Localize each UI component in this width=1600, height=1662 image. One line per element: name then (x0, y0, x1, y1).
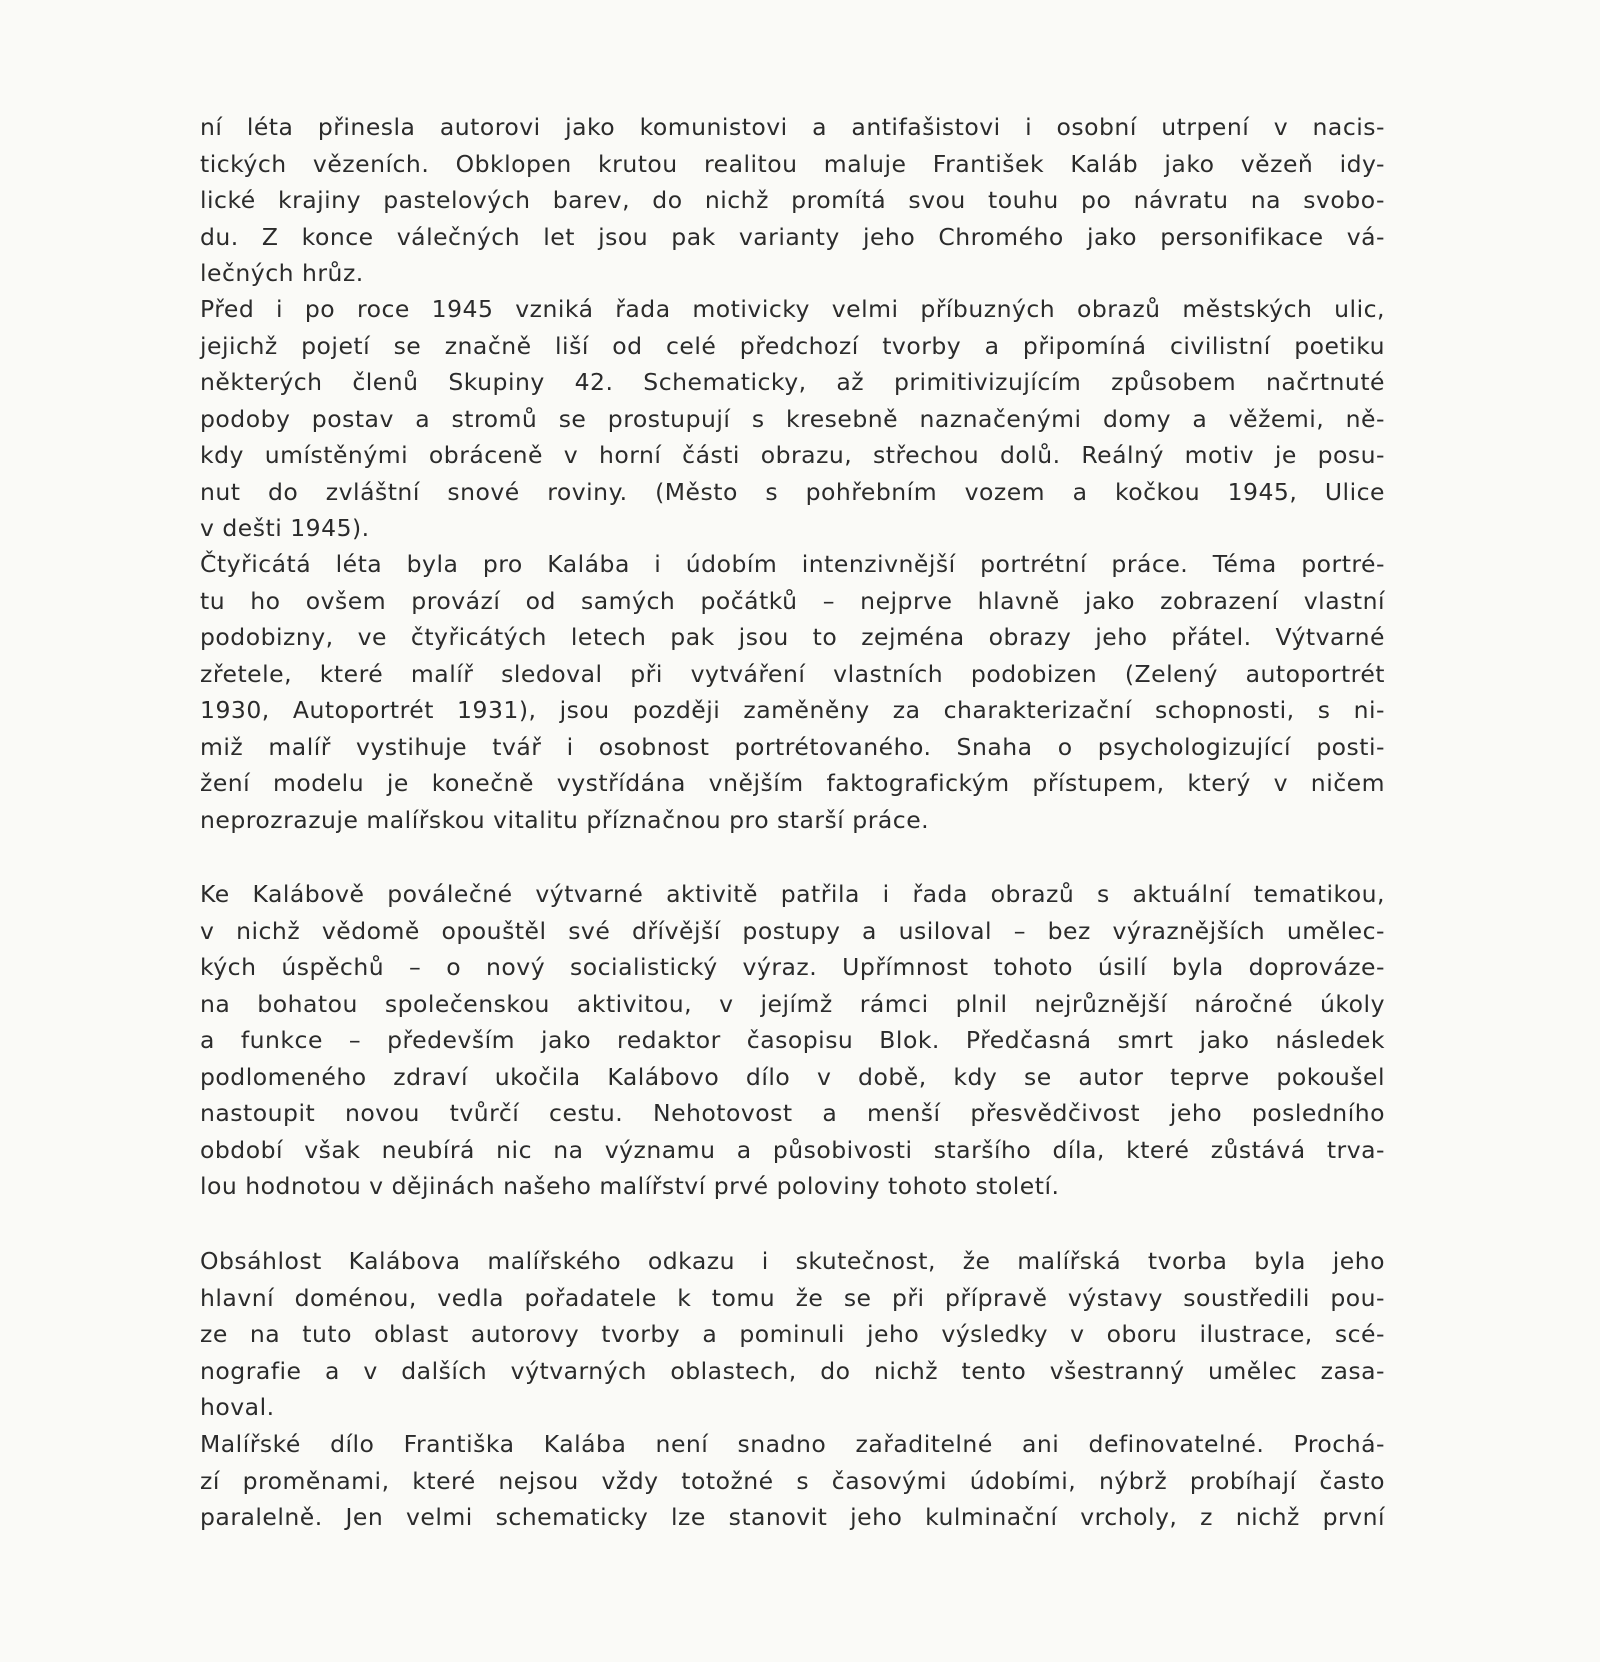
text-line: Obsáhlost Kalábova malířského odkazu i skutečnost, že malířská tvorba byla jeho (200, 1247, 1385, 1275)
paragraph-1 (200, 109, 1385, 292)
text-line: tu ho ovšem provází od samých počátků – nejprve hlavně jako zobrazení vlastní (200, 586, 1385, 615)
text-line: 1930, Autoportrét 1931), jsou později zaměněny za charakterizační schopnosti, s ni- (200, 696, 1385, 724)
text-line: nografie a v dalších výtvarných oblastech, do nichž tento všestranný umělec zasa- (200, 1356, 1385, 1385)
paragraph-5 (200, 1243, 1385, 1426)
text-line: neprozrazuje malířskou vitalitu příznačnou pro starší práce. (200, 805, 930, 834)
text-line: ní léta přinesla autorovi jako komunistovi a antifašistovi i osobní utrpení v nacis- (200, 113, 1385, 141)
text-line: paralelně. Jen velmi schematicky lze stanovit jeho kulminační vrcholy, z nichž první (200, 1503, 1385, 1531)
paragraph-3 (200, 546, 1385, 838)
text-line: kdy umístěnými obráceně v horní části obrazu, střechou dolů. Reálný motiv je posu- (200, 441, 1385, 469)
text-line: du. Z konce válečných let jsou pak varianty jeho Chromého jako personifikace vá- (200, 222, 1385, 251)
text-line: podobizny, ve čtyřicátých letech pak jsou to zejména obrazy jeho přátel. Výtvarné (200, 623, 1385, 651)
text-line: v nichž vědomě opouštěl své dřívější postupy a usiloval – bez výraznějších umělec- (200, 916, 1385, 945)
paragraph-6 (200, 1426, 1385, 1536)
text-line: Čtyřicátá léta byla pro Kalába i údobím intenzivnější portrétní práce. Téma portré- (200, 550, 1385, 578)
text-line: Ke Kalábově poválečné výtvarné aktivitě patřila i řada obrazů s aktuální tematikou, (200, 880, 1385, 908)
text-line: Malířské dílo Františka Kalába není snadno zařaditelné ani definovatelné. Prochá- (200, 1430, 1385, 1458)
text-line: tických vězeních. Obklopen krutou realitou maluje František Kaláb jako vězeň idy- (200, 149, 1385, 178)
text-line: kých úspěchů – o nový socialistický výraz. Upřímnost tohoto úsilí byla doprováze- (200, 953, 1385, 981)
text-line: na bohatou společenskou aktivitou, v jejímž rámci plnil nejrůznější náročné úkoly (200, 989, 1385, 1018)
paragraph-4 (200, 876, 1385, 1205)
text-line: některých členů Skupiny 42. Schematicky, až primitivizujícím způsobem načrtnuté (200, 368, 1385, 396)
text-line: hlavní doménou, vedla pořadatele k tomu že se při přípravě výstavy soustředili pou- (200, 1283, 1385, 1312)
text-line: období však neubírá nic na významu a působivosti staršího díla, které zůstává trva- (200, 1135, 1385, 1164)
text-line: lou hodnotou v dějinách našeho malířství prvé poloviny tohoto století. (200, 1172, 1060, 1200)
text-line: v dešti 1945). (200, 514, 370, 542)
text-line: nastoupit novou tvůrčí cestu. Nehotovost a menší přesvědčivost jeho posledního (200, 1099, 1385, 1127)
text-line: lečných hrůz. (200, 259, 364, 287)
text-line: zřetele, které malíř sledoval při vytváření vlastních podobizen (Zelený autoportrét (200, 659, 1385, 688)
text-line: zí proměnami, které nejsou vždy totožné s časovými údobími, nýbrž probíhají často (200, 1466, 1385, 1495)
text-line: a funkce – především jako redaktor časopisu Blok. Předčasná smrt jako následek (200, 1026, 1385, 1054)
text-line: miž malíř vystihuje tvář i osobnost portrétovaného. Snaha o psychologizující posti- (200, 732, 1385, 761)
text-line: Před i po roce 1945 vzniká řada motivicky velmi příbuzných obrazů městských ulic, (200, 295, 1385, 323)
text-line: ze na tuto oblast autorovy tvorby a pominuli jeho výsledky v oboru ilustrace, scé- (200, 1320, 1385, 1348)
text-line: nut do zvláštní snové roviny. (Město s pohřebním vozem a kočkou 1945, Ulice (200, 477, 1385, 506)
text-line: lické krajiny pastelových barev, do nichž promítá svou touhu po návratu na svobo- (200, 186, 1385, 214)
paragraph-2 (200, 291, 1385, 547)
text-line: podlomeného zdraví ukočila Kalábovo dílo v době, kdy se autor teprve pokoušel (200, 1062, 1385, 1091)
text-line: podoby postav a stromů se prostupují s kresebně naznačenými domy a věžemi, ně- (200, 404, 1385, 433)
text-line: žení modelu je konečně vystřídána vnějším faktografickým přístupem, který v ničem (200, 769, 1385, 797)
text-line: jejichž pojetí se značně liší od celé předchozí tvorby a připomíná civilistní poetiku (200, 331, 1385, 360)
text-line: hoval. (200, 1393, 275, 1421)
